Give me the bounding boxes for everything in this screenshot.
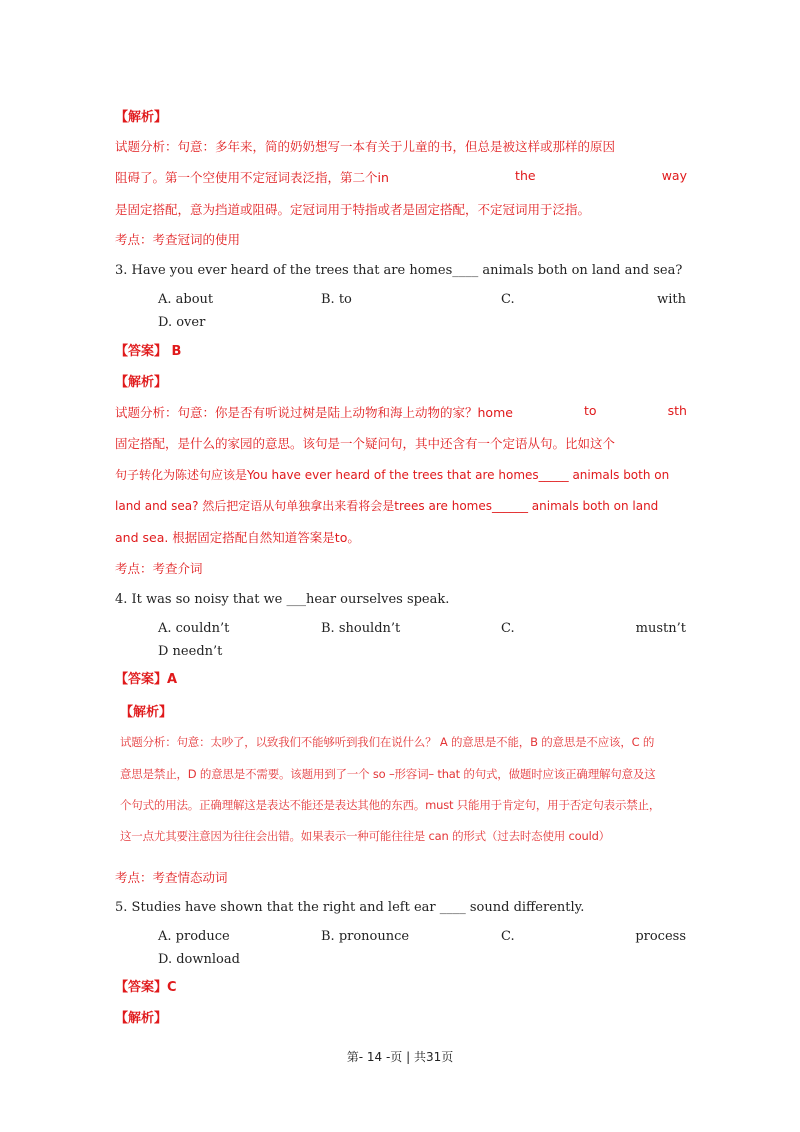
analysis-text-fragment: sth — [667, 403, 687, 418]
analysis-text-fragment: 阻碍了。第一个空使用不定冠词表泛指，第二个in — [115, 170, 389, 185]
analysis-text-line: 句子转化为陈述句应该是You have ever heard of the trees that are homes_____ animals both on — [115, 468, 670, 482]
answer-label: 【答案】A — [115, 672, 178, 687]
analysis-text-line: and sea. 根据固定搭配自然知道答案是to。 — [115, 530, 360, 545]
analysis-text-line — [115, 168, 687, 186]
knowledge-point: 考点：考查情态动词 — [115, 870, 228, 885]
analysis-heading: 【解析】 — [115, 110, 168, 125]
option-b: B. pronounce — [321, 929, 410, 944]
option-c: C. — [501, 929, 515, 944]
analysis-text-line: 试题分析：句意：太吵了，以致我们不能够听到我们在说什么？ A 的意思是不能，B 的意思是不应该，C 的 — [120, 735, 655, 749]
analysis-text-fragment: 试题分析：句意：你是否有听说过树是陆上动物和海上动物的家？home — [115, 405, 513, 420]
option-d: D needn’t — [158, 644, 223, 659]
analysis-heading: 【解析】 — [115, 375, 168, 390]
option-c: C. — [501, 621, 515, 636]
analysis-heading: 【解析】 — [120, 705, 173, 720]
analysis-text-line: 是固定搭配，意为挡道或阻碍。定冠词用于特指或者是固定搭配，不定冠词用于泛指。 — [115, 202, 591, 217]
question-stem: 4. It was so noisy that we ___hear ourselves speak. — [115, 592, 450, 607]
analysis-text-line: 固定搭配，是什么的家园的意思。该句是一个疑问句，其中还含有一个定语从句。比如这个 — [115, 436, 616, 451]
analysis-text-line: 这一点尤其要注意因为往往会出错。如果表示一种可能往往是 can 的形式（过去时态使用 could） — [120, 829, 610, 843]
analysis-text-line: 个句式的用法。正确理解这是表达不能还是表达其他的东西。must 只能用于肯定句，用于否定句表示禁止， — [120, 798, 661, 812]
question-stem: 3. Have you ever heard of the trees that are homes____ animals both on land and sea? — [115, 263, 683, 278]
option-b: B. to — [321, 292, 352, 307]
analysis-text-line: 意思是禁止，D 的意思是不需要。该题用到了一个 so –形容词– that 的句式，做题时应该正确理解句意及这 — [120, 767, 656, 781]
option-d: D. download — [158, 952, 240, 967]
option-d: D. over — [158, 315, 206, 330]
knowledge-point: 考点：考查介词 — [115, 561, 203, 576]
analysis-text-line — [115, 403, 687, 421]
option-a: A. produce — [158, 929, 230, 944]
option-c-text: process — [635, 929, 686, 944]
page-number-footer: 第- 14 -页 | 共31页 — [346, 1050, 454, 1064]
option-a: A. about — [158, 292, 214, 307]
analysis-heading: 【解析】 — [115, 1011, 168, 1026]
analysis-text-line: 试题分析：句意：多年来，简的奶奶想写一本有关于儿童的书，但总是被这样或那样的原因 — [115, 139, 616, 154]
option-c-text: with — [657, 292, 686, 307]
knowledge-point: 考点：考查冠词的使用 — [115, 232, 241, 247]
question-stem: 5. Studies have shown that the right and left ear ____ sound differently. — [115, 900, 585, 915]
option-a: A. couldn’t — [158, 621, 230, 636]
answer-label: 【答案】 B — [115, 344, 182, 359]
answer-label: 【答案】C — [115, 980, 177, 995]
analysis-text-fragment: to — [584, 403, 597, 418]
analysis-text-fragment: the — [515, 168, 536, 183]
option-b: B. shouldn’t — [321, 621, 401, 636]
analysis-text-line: land and sea? 然后把定语从句单独拿出来看将会是trees are homes______ animals both on land — [115, 499, 659, 513]
analysis-text-fragment: way — [661, 168, 687, 183]
option-c-text: mustn’t — [635, 621, 686, 636]
option-c: C. — [501, 292, 515, 307]
